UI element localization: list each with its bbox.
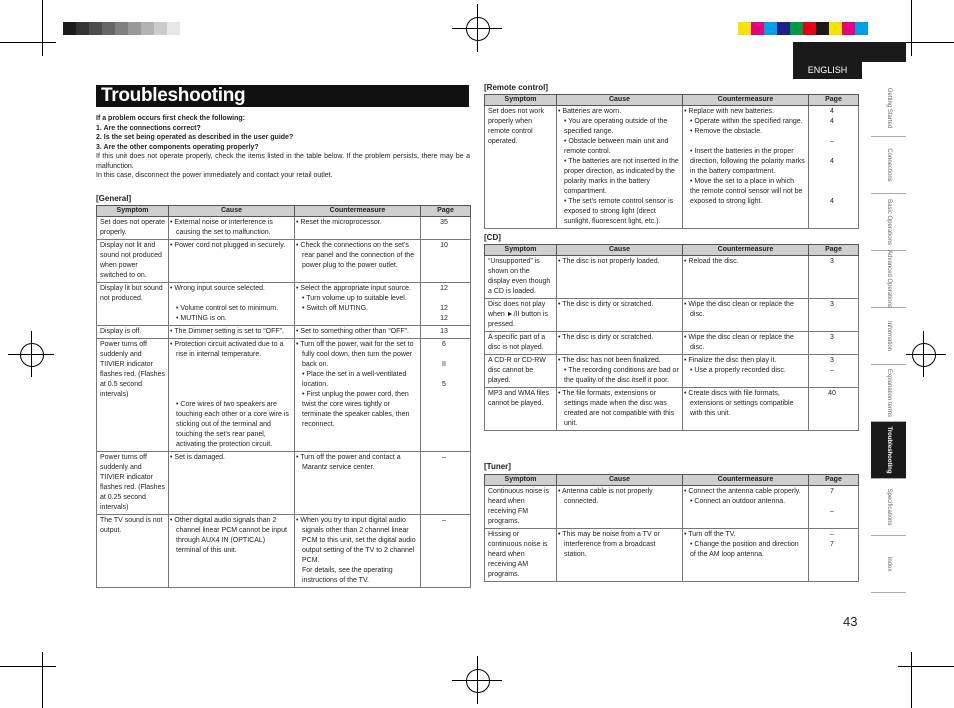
countermeasure-cell: • Set to something other than “OFF”. xyxy=(295,326,421,339)
table-row xyxy=(97,326,471,339)
countermeasure-cell: • Replace with new batteries. • Operate within the specified range. • Remove the obstacle. • Insert the batteries in the proper direction, following the polarity marks in the battery compartment. • Move the set to a place in which the remote control sensor will not be exposed to strong light. xyxy=(683,106,809,229)
countermeasure-cell: • Wipe the disc clean or replace the disc. xyxy=(683,299,809,332)
col-header-countermeasure: Countermeasure xyxy=(683,95,809,106)
section-heading-remote: [Remote control] xyxy=(484,83,548,92)
tuner-table xyxy=(484,474,859,582)
color-swatch xyxy=(777,22,790,35)
page-cell: 10 xyxy=(421,240,471,283)
page-cell: 6 II 5 xyxy=(421,339,471,452)
color-swatch xyxy=(829,22,842,35)
countermeasure-cell: • Turn off the power and contact a Marantz service center. xyxy=(295,452,421,515)
page-cell: 12 12 12 xyxy=(421,283,471,326)
grayscale-color-bar xyxy=(63,22,193,35)
cause-cell: • Set is damaged. xyxy=(169,452,295,515)
section-heading-general: [General] xyxy=(96,194,132,203)
page-cell: 35 xyxy=(421,217,471,240)
side-tab-label: Getting Started xyxy=(885,87,892,129)
side-tab-label: Basic Operations xyxy=(885,199,892,245)
intro-line: 1. Are the connections correct? xyxy=(96,124,201,132)
table-row xyxy=(485,388,859,431)
color-swatch xyxy=(154,22,167,35)
side-tab[interactable] xyxy=(871,194,906,251)
color-swatch xyxy=(180,22,193,35)
color-swatch xyxy=(167,22,180,35)
page-title: Troubleshooting xyxy=(96,85,469,107)
side-tab[interactable] xyxy=(871,80,906,137)
color-swatch xyxy=(115,22,128,35)
table-row xyxy=(97,217,471,240)
table-row xyxy=(485,355,859,388)
cmyk-color-bar xyxy=(738,22,868,35)
side-tab-label: Specifications xyxy=(885,488,892,526)
countermeasure-cell: • Turn off the TV. • Change the position and direction of the AM loop antenna. xyxy=(683,529,809,582)
page-cell: 3 xyxy=(809,299,859,332)
symptom-cell: Display lit but sound not produced. xyxy=(97,283,169,326)
countermeasure-cell: • Finalize the disc then play it. • Use a properly recorded disc. xyxy=(683,355,809,388)
page-cell: 7 – xyxy=(809,486,859,529)
countermeasure-cell: • When you try to input digital audio signals other than 2 channel linear PCM to this unit, set the digital audio output setting of the TV to 2 channel PCM. For details, see the operating instructions of the TV. xyxy=(295,515,421,588)
page-cell: 40 xyxy=(809,388,859,431)
side-tab[interactable] xyxy=(871,308,906,365)
table-row xyxy=(485,299,859,332)
symptom-cell: The TV sound is not output. xyxy=(97,515,169,588)
countermeasure-cell: • Check the connections on the set’s rear panel and the connection of the power plug to the power outlet. xyxy=(295,240,421,283)
page-cell: 4 4 – 4 4 xyxy=(809,106,859,229)
side-tabs xyxy=(871,80,906,593)
table-row xyxy=(485,256,859,299)
table-row xyxy=(485,106,859,229)
col-header-symptom: Symptom xyxy=(97,206,169,217)
symptom-cell: Power turns off suddenly and TIIVIER indicator flashes red. (Flashes at 0.25 second intervals) xyxy=(97,452,169,515)
table-row xyxy=(485,529,859,582)
color-swatch xyxy=(842,22,855,35)
page-cell: – xyxy=(421,452,471,515)
color-swatch xyxy=(102,22,115,35)
color-swatch xyxy=(816,22,829,35)
cause-cell: • The disc has not been finalized. • The recording conditions are bad or the quality of the disc itself it poor. xyxy=(557,355,683,388)
symptom-cell: A CD-R or CD-RW disc cannot be played. xyxy=(485,355,557,388)
color-swatch xyxy=(738,22,751,35)
col-header-countermeasure: Countermeasure xyxy=(295,206,421,217)
side-tab[interactable] xyxy=(871,365,906,422)
cause-cell: • Other digital audio signals than 2 channel linear PCM cannot be input through AUX4 IN (OPTICAL) terminal of this unit. xyxy=(169,515,295,588)
side-tab[interactable] xyxy=(871,137,906,194)
symptom-cell: A specific part of a disc is not played. xyxy=(485,332,557,355)
page-cell: – 7 xyxy=(809,529,859,582)
section-heading-cd: [CD] xyxy=(484,233,501,242)
table-row xyxy=(485,486,859,529)
col-header-page: Page xyxy=(809,475,859,486)
col-header-symptom: Symptom xyxy=(485,475,557,486)
page-cell: 13 xyxy=(421,326,471,339)
table-row xyxy=(97,452,471,515)
col-header-symptom: Symptom xyxy=(485,245,557,256)
symptom-cell: MP3 and WMA files cannot be played. xyxy=(485,388,557,431)
symptom-cell: Set does not work properly when remote control operated. xyxy=(485,106,557,229)
cause-cell: • The file formats, extensions or settings made when the disc was created are not compatible with this unit. xyxy=(557,388,683,431)
col-header-countermeasure: Countermeasure xyxy=(683,475,809,486)
remote-table xyxy=(484,94,859,229)
color-swatch xyxy=(790,22,803,35)
color-swatch xyxy=(89,22,102,35)
color-swatch xyxy=(764,22,777,35)
intro-line: 2. Is the set being operated as described in the user guide? xyxy=(96,134,294,141)
countermeasure-cell: • Connect the antenna cable properly. • Connect an outdoor antenna. xyxy=(683,486,809,529)
countermeasure-cell: • Select the appropriate input source. • Turn volume up to suitable level. • Switch off MUTING. xyxy=(295,283,421,326)
col-header-page: Page xyxy=(809,245,859,256)
col-header-countermeasure: Countermeasure xyxy=(683,245,809,256)
cause-cell: • The disc is dirty or scratched. xyxy=(557,332,683,355)
color-swatch xyxy=(141,22,154,35)
language-label: ENGLISH xyxy=(793,62,862,79)
cause-cell: • The Dimmer setting is set to “OFF”. xyxy=(169,326,295,339)
col-header-cause: Cause xyxy=(557,475,683,486)
page-cell: – xyxy=(421,515,471,588)
general-table xyxy=(96,205,471,588)
cause-cell: • Batteries are worn. • You are operating outside of the specified range. • Obstacle between main unit and remote control. • The batteries are not inserted in the proper direction, as indicated by the polarity marks in the battery compartment. • The set’s remote control sensor is exposed to strong light (direct sunlight, fluorescent light, etc.). xyxy=(557,106,683,229)
side-tab-label: Explanation terms xyxy=(885,368,892,418)
symptom-cell: “Unsupported” is shown on the display even though a CD is loaded. xyxy=(485,256,557,299)
intro-text xyxy=(96,114,470,181)
side-tab-label: Information xyxy=(885,320,892,352)
symptom-cell: Hissing or continuous noise is heard when receiving AM programs. xyxy=(485,529,557,582)
countermeasure-cell: • Reset the microprocessor. xyxy=(295,217,421,240)
side-tab-label: Troubleshooting xyxy=(885,426,892,474)
color-swatch xyxy=(803,22,816,35)
side-tab[interactable] xyxy=(871,536,906,593)
countermeasure-cell: • Wipe the disc clean or replace the disc. xyxy=(683,332,809,355)
side-tab-label: Connections xyxy=(885,148,892,182)
cause-cell: • Power cord not plugged in securely. xyxy=(169,240,295,283)
col-header-cause: Cause xyxy=(557,245,683,256)
cause-cell: • Antenna cable is not properly connected. xyxy=(557,486,683,529)
table-row xyxy=(97,515,471,588)
color-swatch xyxy=(855,22,868,35)
color-swatch xyxy=(76,22,89,35)
intro-paragraph: In this case, disconnect the power immediately and contact your retail outlet. xyxy=(96,172,333,179)
side-tab[interactable] xyxy=(871,251,906,308)
col-header-page: Page xyxy=(809,95,859,106)
page-number: 43 xyxy=(843,614,858,629)
page-cell: 3 xyxy=(809,332,859,355)
color-swatch xyxy=(63,22,76,35)
intro-paragraph: If this unit does not operate properly, check the items listed in the table below. If the problem persists, there may be a malfunction. xyxy=(96,153,470,170)
table-row xyxy=(97,240,471,283)
cause-cell: • The disc is dirty or scratched. xyxy=(557,299,683,332)
col-header-cause: Cause xyxy=(557,95,683,106)
cause-cell: • External noise or interference is causing the set to malfunction. xyxy=(169,217,295,240)
intro-line: 3. Are the other components operating properly? xyxy=(96,143,259,151)
page-cell: 3 – xyxy=(809,355,859,388)
table-row xyxy=(97,283,471,326)
side-tab-label: Advanced Operations xyxy=(885,250,892,308)
countermeasure-cell: • Turn off the power, wait for the set to fully cool down, then turn the power back on. • Place the set in a well-ventilated location. • First unplug the power cord, then twist the core wires tightly or terminate the speaker cables, then reconnect. xyxy=(295,339,421,452)
side-tab[interactable] xyxy=(871,479,906,536)
section-heading-tuner: [Tuner] xyxy=(484,462,511,471)
cause-cell: • The disc is not properly loaded. xyxy=(557,256,683,299)
table-row xyxy=(485,332,859,355)
side-tab-label: Index xyxy=(885,556,892,572)
symptom-cell: Continuous noise is heard when receiving FM programs. xyxy=(485,486,557,529)
symptom-cell: Display is off. xyxy=(97,326,169,339)
symptom-cell: Disc does not play when ►/II button is pressed. xyxy=(485,299,557,332)
cause-cell: • This may be noise from a TV or interference from a broadcast station. xyxy=(557,529,683,582)
side-tab[interactable] xyxy=(871,422,906,479)
symptom-cell: Set does not operate properly. xyxy=(97,217,169,240)
cause-cell: • Wrong input source selected. • Volume control set to minimum. • MUTING is on. xyxy=(169,283,295,326)
symptom-cell: Display not lit and sound not produced when power switched to on. xyxy=(97,240,169,283)
intro-line: If a problem occurs first check the following: xyxy=(96,115,245,122)
table-row xyxy=(97,339,471,452)
countermeasure-cell: • Reload the disc. xyxy=(683,256,809,299)
cd-table xyxy=(484,244,859,431)
countermeasure-cell: • Create discs with file formats, extensions or settings compatible with this unit. xyxy=(683,388,809,431)
col-header-symptom: Symptom xyxy=(485,95,557,106)
cause-cell: • Protection circuit activated due to a rise in internal temperature. • Core wires of two speakers are touching each other or a core wire is sticking out of the terminal and touching the set’s rear panel, activating the protection circuit. xyxy=(169,339,295,452)
color-swatch xyxy=(128,22,141,35)
symptom-cell: Power turns off suddenly and TIIVIER indicator flashes red. (Flashes at 0.5 second intervals) xyxy=(97,339,169,452)
page-cell: 3 xyxy=(809,256,859,299)
col-header-page: Page xyxy=(421,206,471,217)
color-swatch xyxy=(751,22,764,35)
header-band xyxy=(793,42,906,62)
col-header-cause: Cause xyxy=(169,206,295,217)
